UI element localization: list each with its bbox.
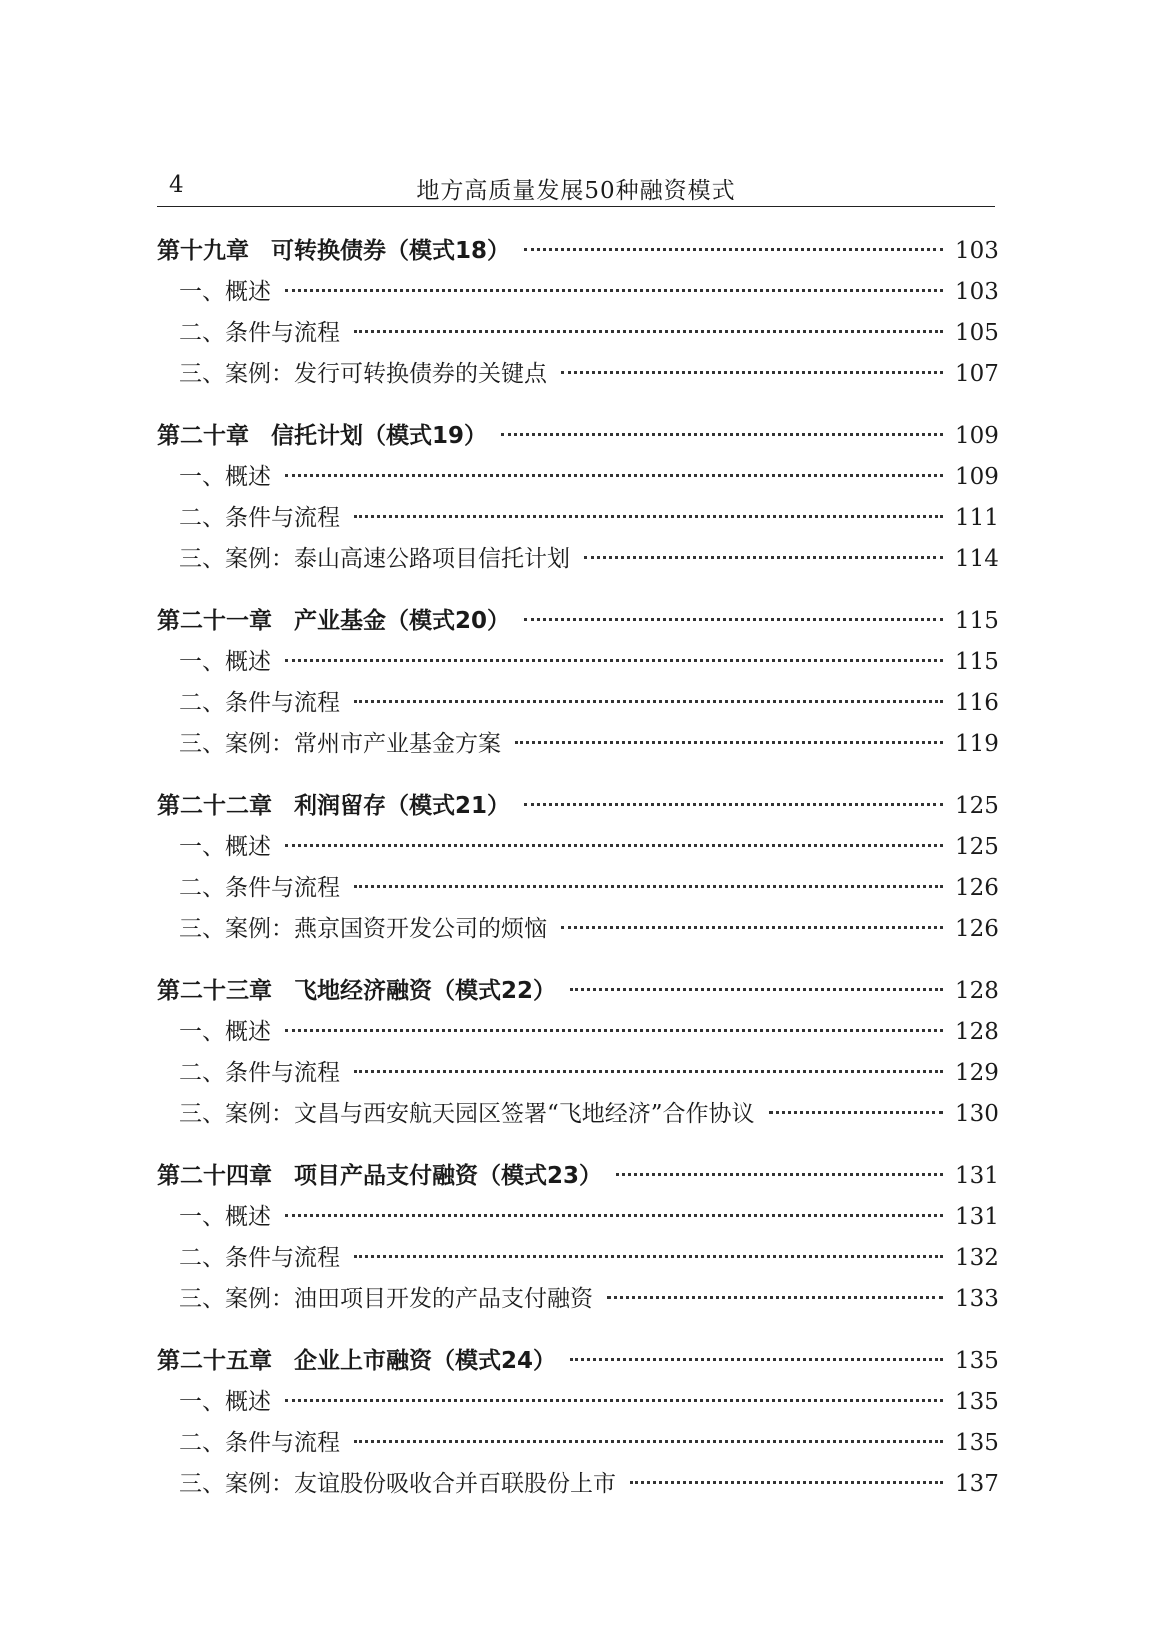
section-page-number: 133 xyxy=(955,1286,999,1312)
section-page-number: 129 xyxy=(955,1060,999,1086)
toc-section-entry[interactable] xyxy=(157,458,999,499)
chapter-page-number: 103 xyxy=(955,238,999,264)
toc-section-entry[interactable] xyxy=(157,1054,999,1095)
toc-chapter-block xyxy=(157,417,999,581)
toc-section-entry[interactable] xyxy=(157,1095,999,1136)
section-page-number: 126 xyxy=(955,875,999,901)
section-page-number: 135 xyxy=(955,1389,999,1415)
chapter-name: 产业基金（模式20） xyxy=(294,608,511,634)
section-page-number: 105 xyxy=(955,320,999,346)
toc-section-entry[interactable] xyxy=(157,1013,999,1054)
chapter-name: 利润留存（模式21） xyxy=(294,793,511,819)
table-of-contents xyxy=(157,232,999,1527)
section-title: 三、案例：油田项目开发的产品支付融资 xyxy=(179,1286,593,1312)
dot-leader xyxy=(630,1481,943,1484)
dot-leader xyxy=(354,515,943,518)
chapter-number: 第十九章 xyxy=(157,238,249,264)
section-title: 二、条件与流程 xyxy=(179,875,340,901)
section-page-number: 132 xyxy=(955,1245,999,1271)
dot-leader xyxy=(524,803,943,806)
toc-section-entry[interactable] xyxy=(157,1465,999,1506)
section-title: 一、概述 xyxy=(179,1204,271,1230)
dot-leader xyxy=(515,741,943,744)
section-page-number: 135 xyxy=(955,1430,999,1456)
dot-leader xyxy=(561,926,943,929)
chapter-name: 飞地经济融资（模式22） xyxy=(294,978,557,1004)
dot-leader xyxy=(501,433,943,436)
toc-section-entry[interactable] xyxy=(157,643,999,684)
chapter-number: 第二十章 xyxy=(157,423,249,449)
toc-section-entry[interactable] xyxy=(157,869,999,910)
chapter-page-number: 131 xyxy=(955,1163,999,1189)
toc-chapter-entry[interactable] xyxy=(157,972,999,1013)
chapter-title xyxy=(157,787,510,820)
section-page-number: 116 xyxy=(955,690,999,716)
toc-chapter-entry[interactable] xyxy=(157,417,999,458)
toc-chapter-block xyxy=(157,1342,999,1506)
section-page-number: 126 xyxy=(955,916,999,942)
section-page-number: 131 xyxy=(955,1204,999,1230)
dot-leader xyxy=(561,371,943,374)
dot-leader xyxy=(285,1214,943,1217)
toc-section-entry[interactable] xyxy=(157,314,999,355)
section-title: 一、概述 xyxy=(179,464,271,490)
chapter-page-number: 115 xyxy=(955,608,999,634)
section-title: 一、概述 xyxy=(179,1389,271,1415)
dot-leader xyxy=(354,1070,943,1073)
dot-leader xyxy=(607,1296,943,1299)
dot-leader xyxy=(285,1029,943,1032)
dot-leader xyxy=(285,844,943,847)
toc-chapter-entry[interactable] xyxy=(157,1342,999,1383)
toc-chapter-entry[interactable] xyxy=(157,1157,999,1198)
dot-leader xyxy=(285,474,943,477)
section-title: 二、条件与流程 xyxy=(179,1060,340,1086)
toc-section-entry[interactable] xyxy=(157,273,999,314)
toc-section-entry[interactable] xyxy=(157,1198,999,1239)
dot-leader xyxy=(524,248,943,251)
toc-chapter-entry[interactable] xyxy=(157,602,999,643)
chapter-number: 第二十一章 xyxy=(157,608,272,634)
chapter-number: 第二十三章 xyxy=(157,978,272,1004)
chapter-title xyxy=(157,232,510,265)
section-title: 二、条件与流程 xyxy=(179,505,340,531)
dot-leader xyxy=(354,700,943,703)
section-page-number: 128 xyxy=(955,1019,999,1045)
running-header xyxy=(157,166,995,207)
chapter-number: 第二十五章 xyxy=(157,1348,272,1374)
page-number: 4 xyxy=(169,172,184,198)
dot-leader xyxy=(584,556,943,559)
section-title: 二、条件与流程 xyxy=(179,320,340,346)
dot-leader xyxy=(354,1255,943,1258)
section-page-number: 103 xyxy=(955,279,999,305)
toc-chapter-block xyxy=(157,602,999,766)
dot-leader xyxy=(570,1358,943,1361)
section-title: 二、条件与流程 xyxy=(179,1430,340,1456)
dot-leader xyxy=(354,330,943,333)
section-title: 三、案例：文昌与西安航天园区签署“飞地经济”合作协议 xyxy=(179,1101,755,1127)
section-page-number: 111 xyxy=(955,505,999,531)
dot-leader xyxy=(570,988,943,991)
dot-leader xyxy=(616,1173,943,1176)
section-title: 一、概述 xyxy=(179,834,271,860)
chapter-name: 企业上市融资（模式24） xyxy=(294,1348,557,1374)
dot-leader xyxy=(285,659,943,662)
chapter-name: 可转换债券（模式18） xyxy=(271,238,511,264)
chapter-title xyxy=(157,602,510,635)
toc-section-entry[interactable] xyxy=(157,540,999,581)
section-title: 三、案例：燕京国资开发公司的烦恼 xyxy=(179,916,547,942)
chapter-number: 第二十二章 xyxy=(157,793,272,819)
dot-leader xyxy=(285,289,943,292)
toc-section-entry[interactable] xyxy=(157,499,999,540)
toc-chapter-block xyxy=(157,1157,999,1321)
toc-section-entry[interactable] xyxy=(157,1280,999,1321)
section-title: 二、条件与流程 xyxy=(179,690,340,716)
chapter-page-number: 128 xyxy=(955,978,999,1004)
section-page-number: 115 xyxy=(955,649,999,675)
section-page-number: 109 xyxy=(955,464,999,490)
dot-leader xyxy=(285,1399,943,1402)
dot-leader xyxy=(354,1440,943,1443)
dot-leader xyxy=(524,618,943,621)
book-title: 地方高质量发展50种融资模式 xyxy=(416,178,736,204)
toc-chapter-entry[interactable] xyxy=(157,787,999,828)
toc-section-entry[interactable] xyxy=(157,1239,999,1280)
chapter-title xyxy=(157,972,556,1005)
chapter-title xyxy=(157,417,487,450)
chapter-name: 信托计划（模式19） xyxy=(271,423,488,449)
toc-section-entry[interactable] xyxy=(157,684,999,725)
toc-section-entry[interactable] xyxy=(157,1424,999,1465)
chapter-page-number: 125 xyxy=(955,793,999,819)
toc-section-entry[interactable] xyxy=(157,355,999,396)
section-page-number: 107 xyxy=(955,361,999,387)
chapter-name: 项目产品支付融资（模式23） xyxy=(294,1163,603,1189)
section-title: 三、案例：常州市产业基金方案 xyxy=(179,731,501,757)
chapter-title xyxy=(157,1342,556,1375)
chapter-page-number: 109 xyxy=(955,423,999,449)
toc-chapter-block xyxy=(157,787,999,951)
toc-chapter-block xyxy=(157,232,999,396)
toc-chapter-block xyxy=(157,972,999,1136)
section-page-number: 125 xyxy=(955,834,999,860)
section-page-number: 137 xyxy=(955,1471,999,1497)
section-title: 一、概述 xyxy=(179,279,271,305)
dot-leader xyxy=(354,885,943,888)
section-title: 三、案例：友谊股份吸收合并百联股份上市 xyxy=(179,1471,616,1497)
section-page-number: 119 xyxy=(955,731,999,757)
dot-leader xyxy=(769,1111,943,1114)
section-page-number: 130 xyxy=(955,1101,999,1127)
toc-section-entry[interactable] xyxy=(157,910,999,951)
toc-section-entry[interactable] xyxy=(157,828,999,869)
section-title: 一、概述 xyxy=(179,1019,271,1045)
section-title: 二、条件与流程 xyxy=(179,1245,340,1271)
toc-section-entry[interactable] xyxy=(157,725,999,766)
section-title: 三、案例：发行可转换债券的关键点 xyxy=(179,361,547,387)
chapter-title xyxy=(157,1157,602,1190)
toc-section-entry[interactable] xyxy=(157,1383,999,1424)
section-title: 三、案例：泰山高速公路项目信托计划 xyxy=(179,546,570,572)
section-title: 一、概述 xyxy=(179,649,271,675)
chapter-page-number: 135 xyxy=(955,1348,999,1374)
toc-chapter-entry[interactable] xyxy=(157,232,999,273)
section-page-number: 114 xyxy=(955,546,999,572)
chapter-number: 第二十四章 xyxy=(157,1163,272,1189)
